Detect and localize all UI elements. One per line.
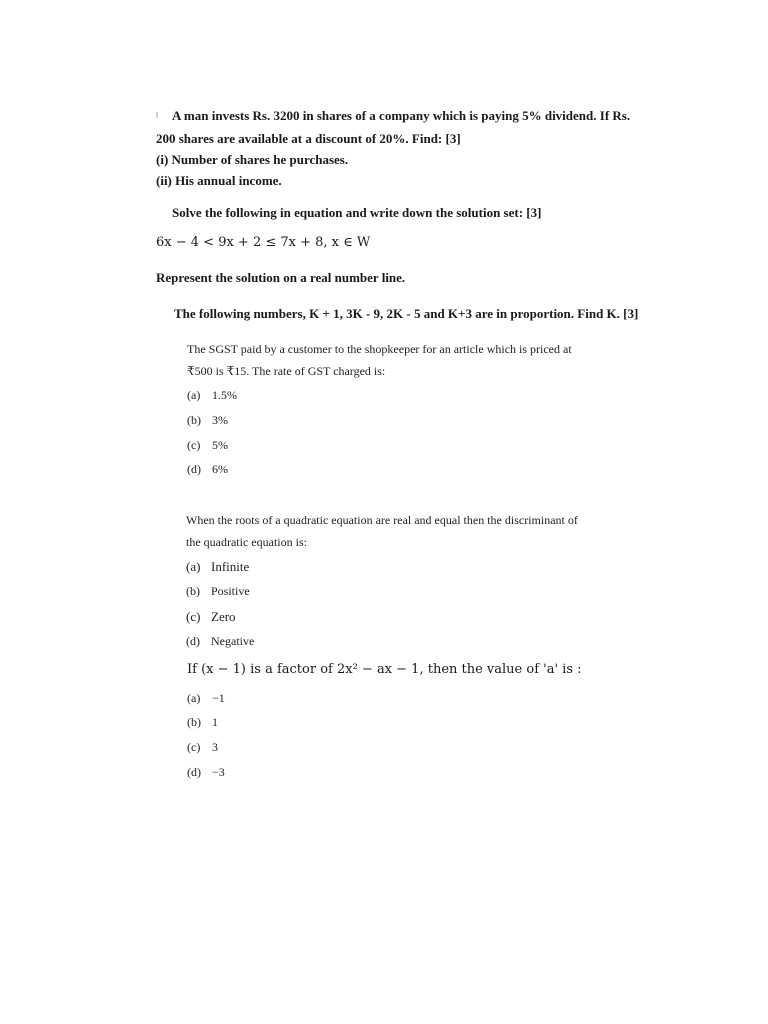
q1-line1: A man invests Rs. 3200 in shares of a company which is paying 5% dividend. If Rs. xyxy=(172,108,631,123)
q4-option-c xyxy=(187,438,228,453)
scan-speck xyxy=(156,112,158,118)
option-label: (b) xyxy=(186,584,200,598)
q1-line2: 200 shares are available at a discount of 20%. Find: [3] xyxy=(156,131,461,146)
q5-line1: When the roots of a quadratic equation are real and equal then the discriminant of xyxy=(186,513,578,527)
option-label: (c) xyxy=(186,609,201,624)
option-label: (b) xyxy=(187,413,201,427)
q4-option-b xyxy=(187,413,228,428)
q5-option-b xyxy=(186,584,250,599)
q6-option-c xyxy=(187,740,218,755)
q6-option-d xyxy=(187,765,225,780)
q1-part2: (ii) His annual income. xyxy=(156,173,282,188)
q1-part1: (i) Number of shares he purchases. xyxy=(156,152,349,167)
option-label: (c) xyxy=(187,438,201,452)
q6-option-a xyxy=(187,691,225,706)
option-label: (a) xyxy=(187,691,201,705)
q4-line2: ₹500 is ₹15. The rate of GST charged is: xyxy=(187,364,386,378)
option-text: 1 xyxy=(212,715,218,729)
q4-option-a xyxy=(187,388,237,403)
q5-option-c xyxy=(186,609,236,625)
option-text: 5% xyxy=(212,438,228,452)
option-text: 3% xyxy=(212,413,228,427)
option-text: Negative xyxy=(211,634,255,648)
option-label: (a) xyxy=(186,559,201,574)
q5-option-d xyxy=(186,634,254,649)
option-text: Positive xyxy=(211,584,250,598)
option-label: (d) xyxy=(187,462,201,476)
q5-line2: the quadratic equation is: xyxy=(186,535,307,549)
option-text: −1 xyxy=(212,691,225,705)
option-text: −3 xyxy=(212,765,225,779)
option-label: (d) xyxy=(186,634,200,648)
option-text: 6% xyxy=(212,462,228,476)
option-text: Infinite xyxy=(211,559,250,574)
option-text: 1.5% xyxy=(212,388,237,402)
option-text: Zero xyxy=(211,609,236,624)
q4-line1: The SGST paid by a customer to the shopkeeper for an article which is priced at xyxy=(187,342,572,356)
q2-instruction: Solve the following in equation and write down the solution set: [3] xyxy=(172,205,542,220)
option-label: (d) xyxy=(187,765,201,779)
q3-text: The following numbers, K + 1, 3K - 9, 2K - 5 and K+3 are in proportion. Find K. [3] xyxy=(174,306,639,321)
q4-option-d xyxy=(187,462,228,477)
q2-represent: Represent the solution on a real number line. xyxy=(156,270,406,285)
option-label: (a) xyxy=(187,388,201,402)
option-label: (b) xyxy=(187,715,201,729)
option-label: (c) xyxy=(187,740,201,754)
q5-option-a xyxy=(186,559,249,575)
option-text: 3 xyxy=(212,740,218,754)
q6-text: If (x − 1) is a factor of 2x² − ax − 1, then the value of 'a' is : xyxy=(187,662,582,677)
q6-option-b xyxy=(187,715,218,730)
q2-inequation: 6x − 4 < 9x + 2 ≤ 7x + 8, x ∈ W xyxy=(156,235,371,250)
